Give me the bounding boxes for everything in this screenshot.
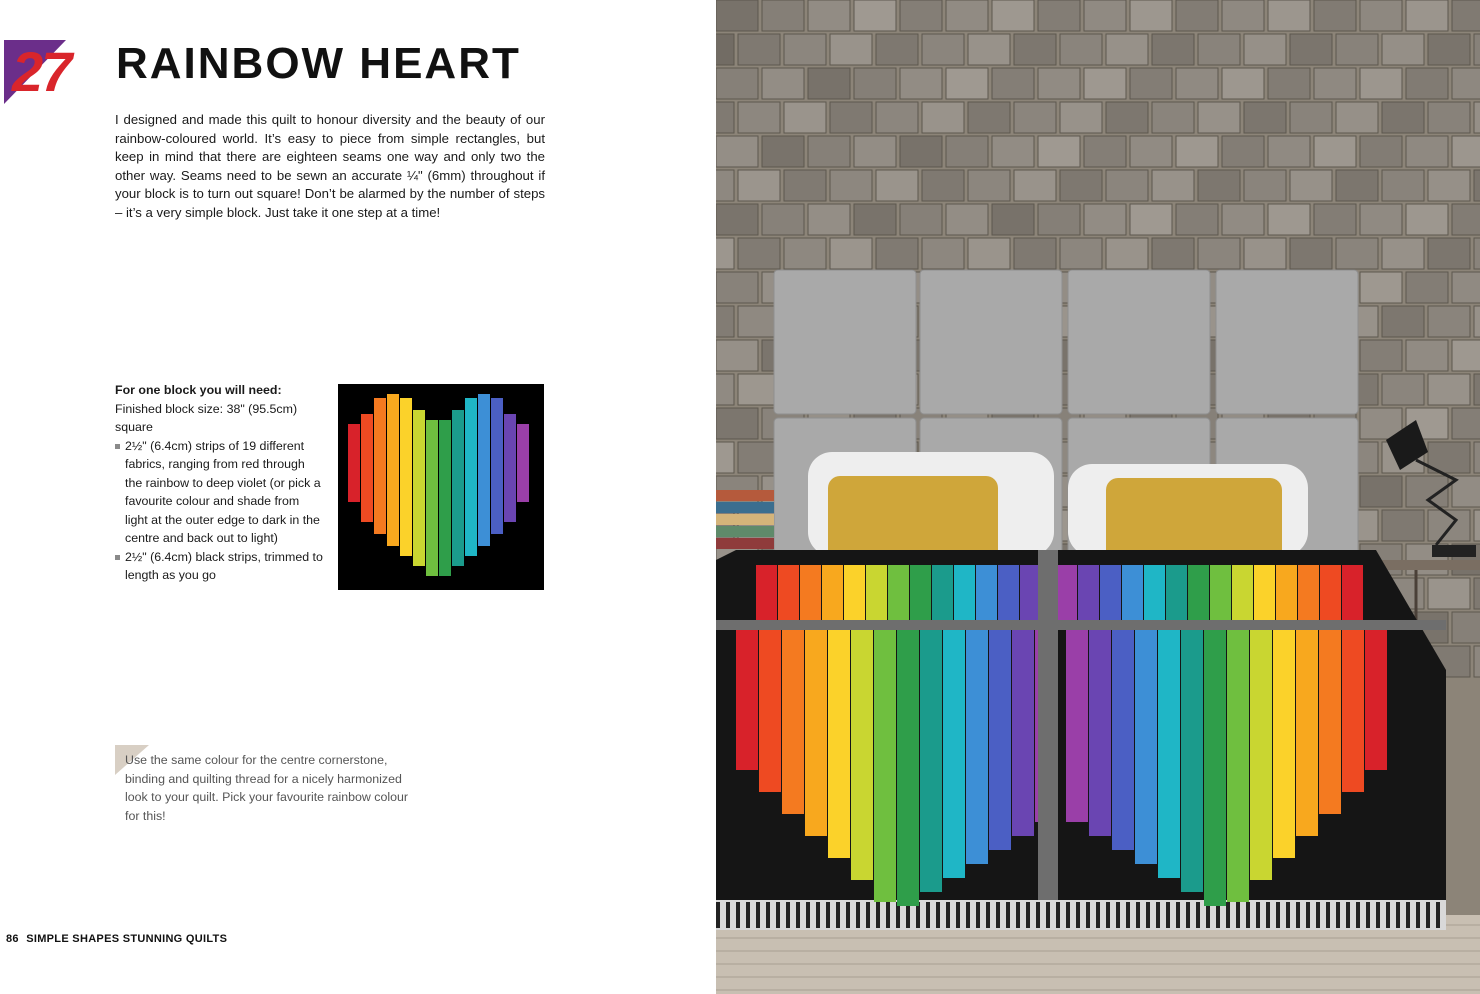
heart-strip: [504, 414, 516, 522]
requirements-heading: For one block you will need:: [115, 383, 282, 397]
heart-strip: [413, 410, 425, 566]
chapter-number: 27: [12, 40, 71, 103]
left-page: [0, 0, 716, 994]
heart-strip: [452, 410, 464, 566]
heart-strip: [439, 420, 451, 576]
heart-block-image: [338, 384, 544, 590]
bedroom-quilt-photo: [716, 0, 1480, 994]
heart-strip: [348, 424, 360, 502]
list-item: 2½" (6.4cm) strips of 19 different fabrics, ranging from red through the rainbow to deep violet (or pick a favourite colour and shade from light at the outer edge to dark in the centre and back out to light): [115, 437, 325, 548]
heart-strip: [400, 398, 412, 556]
page-number: 86: [6, 933, 19, 945]
intro-paragraph: I designed and made this quilt to honour diversity and the beauty of our rainbow-coloured world. It’s easy to piece from simple rectangles, but keep in mind that there are eighteen seams one way and only two the other way. Seams need to be sewn an accurate ¼" (6mm) throughout if your block is to turn out square! Don’t be alarmed by the number of steps – it’s a very simple block. Just take it one step at a time!: [115, 112, 545, 220]
tip-text: Use the same colour for the centre cornerstone, binding and quilting thread for a nicely harmonized look to your quilt. Pick your favourite rainbow colour for this!: [125, 753, 409, 823]
heart-strip: [491, 398, 503, 534]
heart-strip: [387, 394, 399, 546]
page-title: RAINBOW HEART: [116, 39, 521, 88]
heart-strip: [426, 420, 438, 576]
heart-strip: [478, 394, 490, 546]
block-size: Finished block size: 38" (95.5cm) square: [115, 401, 298, 434]
heart-strip: [374, 398, 386, 534]
requirements-list: [115, 381, 325, 585]
list-item: 2½" (6.4cm) black strips, trimmed to length as you go: [115, 548, 325, 585]
heart-strip: [465, 398, 477, 556]
book-title: SIMPLE SHAPES STUNNING QUILTS: [26, 933, 228, 945]
page-footer: [6, 933, 227, 945]
heart-strip: [517, 424, 529, 502]
heart-strip: [361, 414, 373, 522]
